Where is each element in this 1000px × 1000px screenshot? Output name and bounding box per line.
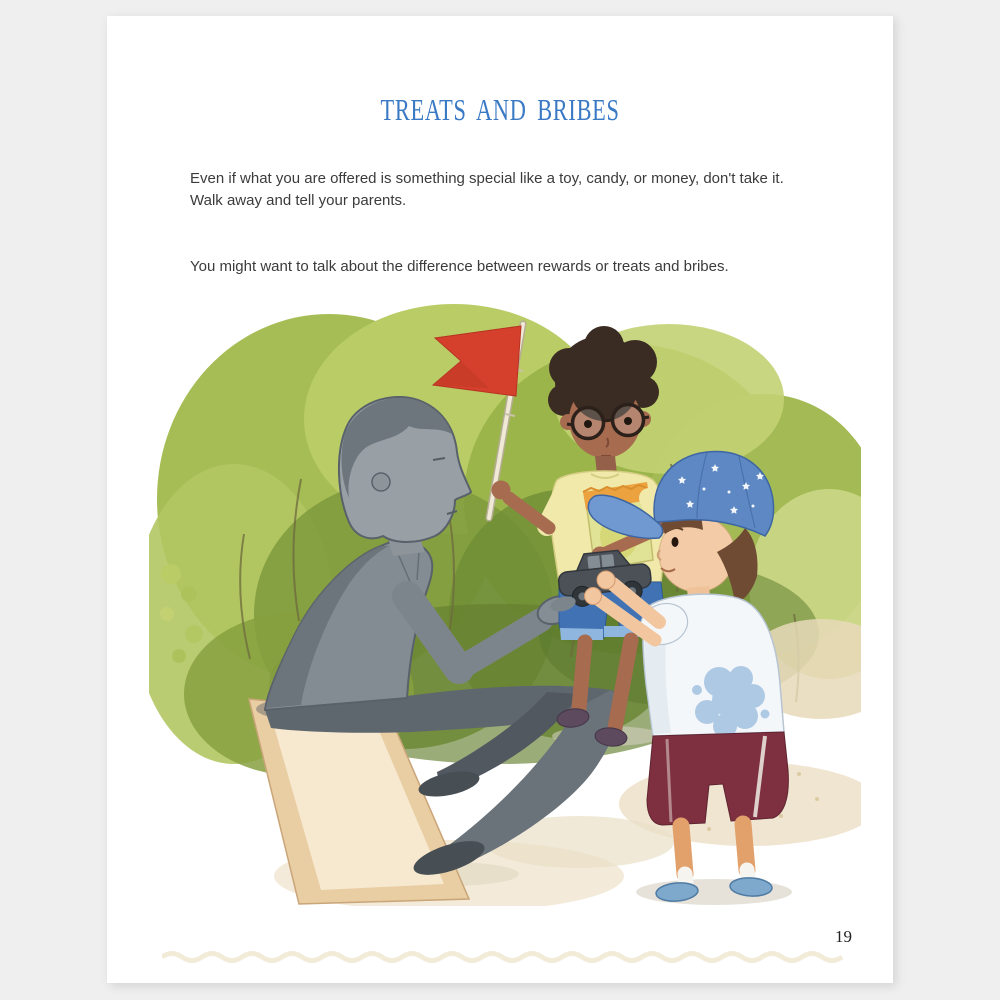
hand-on-car-wheel (585, 588, 602, 605)
ground-texture-mark (162, 948, 872, 964)
illustration (149, 284, 861, 906)
page-title: TREATS AND BRIBES (380, 92, 620, 127)
page-number: 19 (835, 927, 852, 946)
paragraph-1: Even if what you are offered is something special like a toy, candy, or money, don't take it. Walk away and tell your parents. (190, 170, 784, 209)
book-page (107, 16, 893, 983)
hand-on-flagpole (492, 481, 511, 500)
hand-on-car (597, 571, 615, 589)
paragraph-2: You might want to talk about the difference between rewards or treats and bribes. (190, 258, 729, 275)
